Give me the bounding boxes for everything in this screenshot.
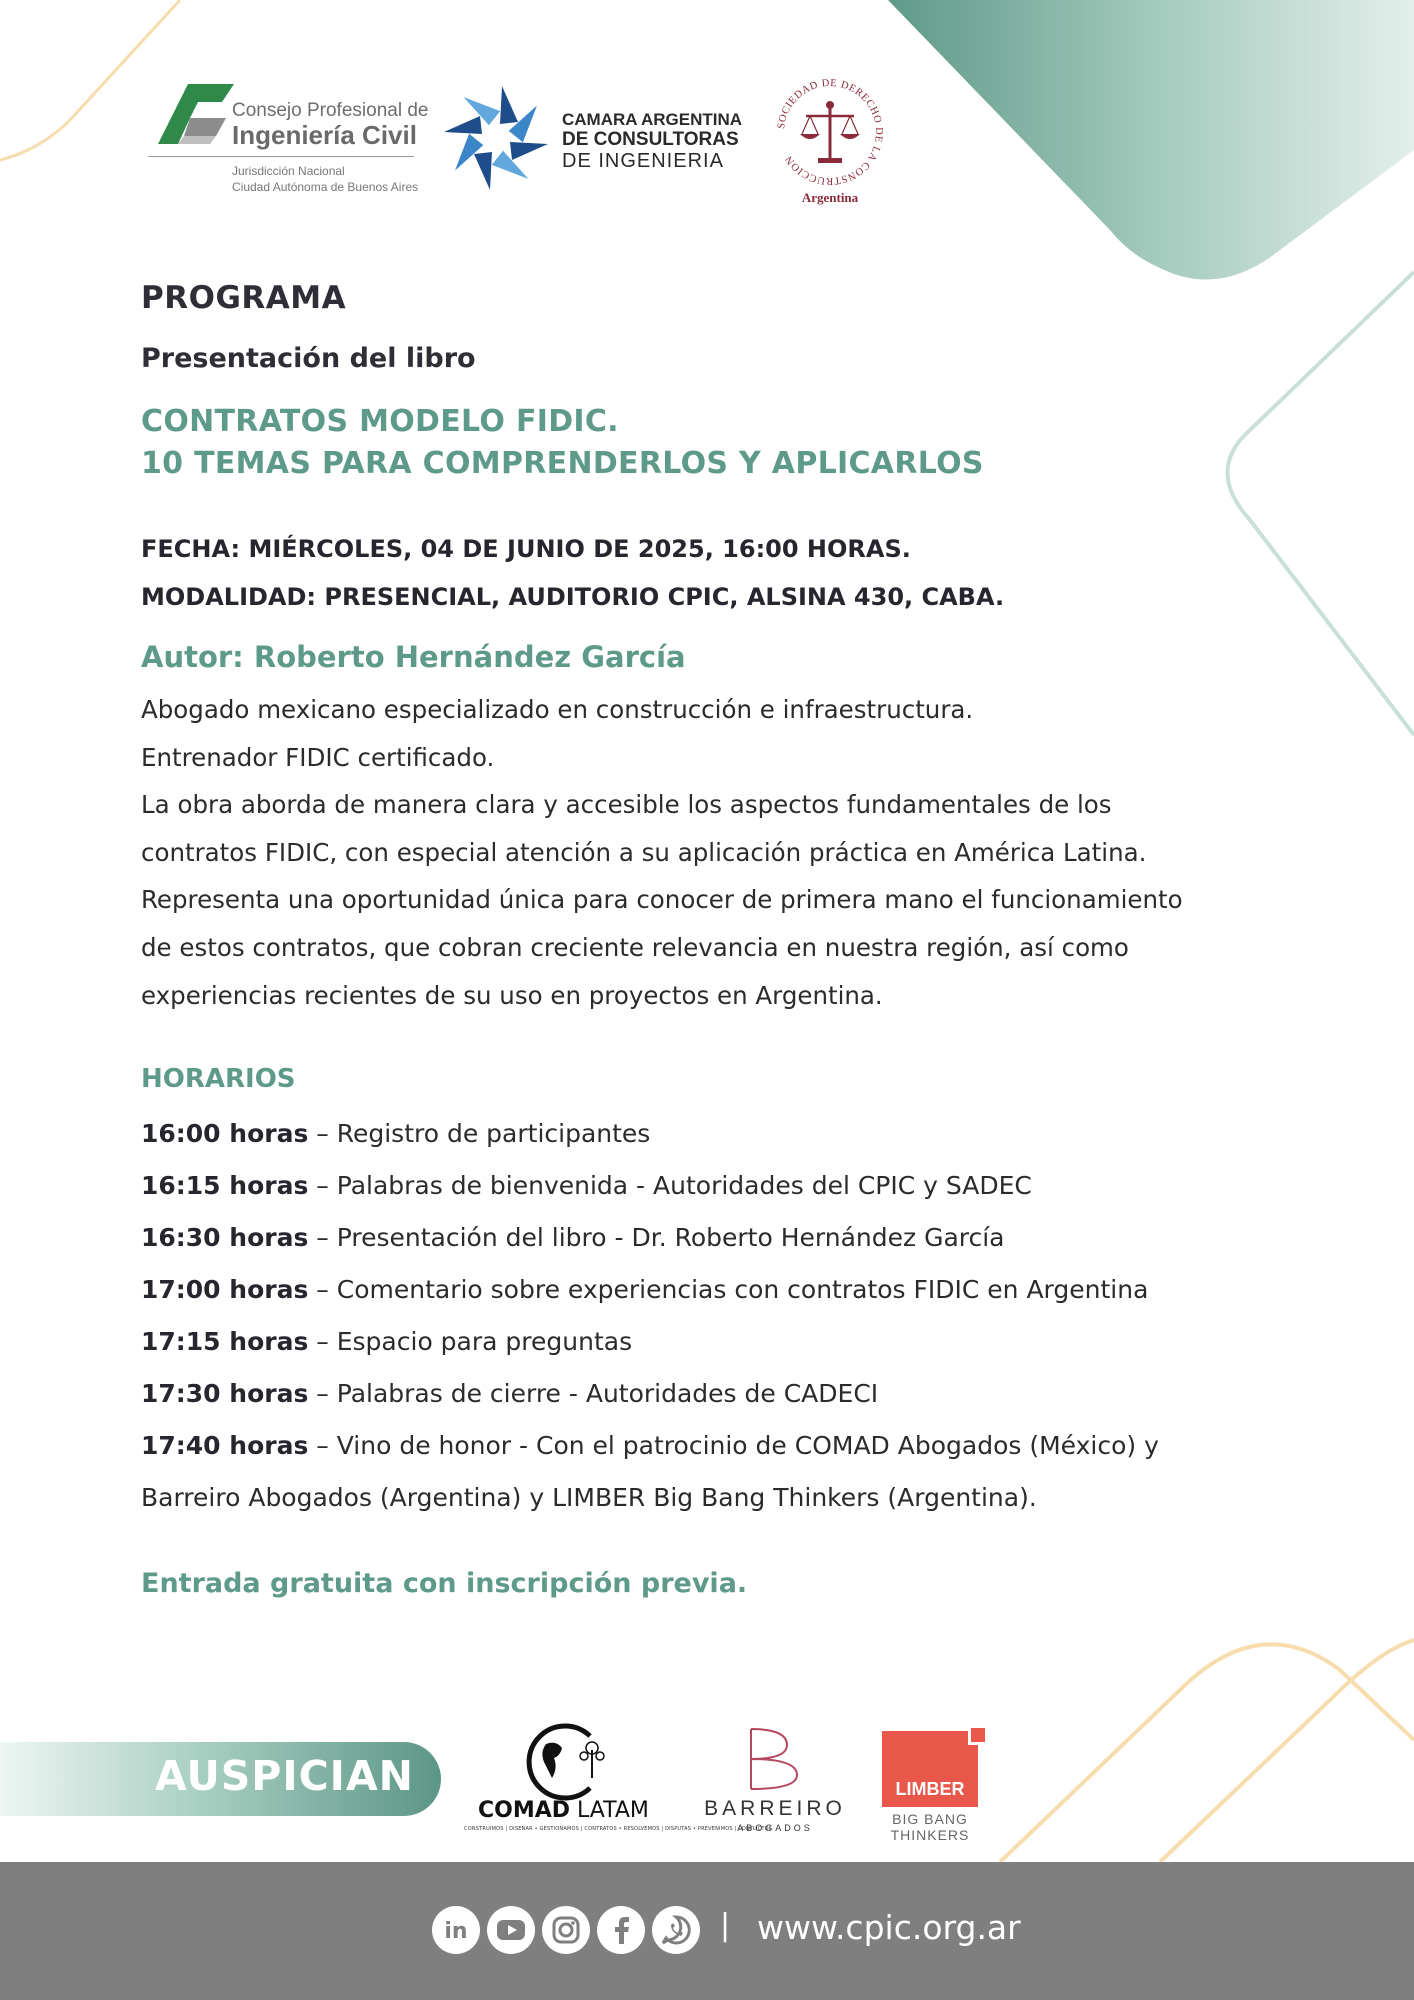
- bio-line: contratos FIDIC, con especial atención a su aplicación práctica en América Latina.: [141, 837, 1147, 867]
- schedule-time: 17:40 horas: [141, 1431, 309, 1460]
- barreiro-monogram-icon: [695, 1725, 855, 1795]
- limber-name: LIMBER: [895, 1779, 965, 1799]
- entry-note: Entrada gratuita con inscripción previa.: [141, 1568, 748, 1599]
- sadec-ring-text: SOCIEDAD DE DERECHO DE LA CONSTRUCCION: [776, 77, 885, 187]
- author-heading: Autor: Roberto Hernández García: [141, 640, 686, 674]
- schedule-desc: – Vino de honor - Con el patrocinio de COMAD Abogados (México) y: [308, 1431, 1159, 1460]
- limber-sub1: BIG BANG: [892, 1811, 968, 1827]
- cadeci-line1: CAMARA ARGENTINA: [562, 110, 743, 129]
- cpic-logo: [148, 78, 429, 203]
- cpic-divider: [148, 156, 414, 157]
- bio-line: La obra aborda de manera clara y accesible los aspectos fundamentales de los: [141, 790, 1112, 820]
- comad-logo: [460, 1722, 773, 1837]
- sadec-country: Argentina: [801, 190, 859, 205]
- cpic-line3: Jurisdicción Nacional: [232, 164, 345, 178]
- limber-sub2: THINKERS: [890, 1827, 970, 1843]
- comad-name-bold: COMAD: [478, 1798, 571, 1823]
- schedule-desc: – Registro de participantes: [308, 1119, 651, 1148]
- bio-line: de estos contratos, que cobran creciente relevancia en nuestra región, así como: [141, 932, 1129, 962]
- footer: [0, 1862, 1414, 2000]
- sponsors-label: AUSPICIAN: [155, 1752, 414, 1800]
- schedule-item: [141, 1420, 1321, 1472]
- cpic-line4: Ciudad Autónoma de Buenos Aires: [232, 180, 419, 194]
- footer-separator: |: [720, 1908, 731, 1943]
- comad-globe-icon: [460, 1722, 670, 1802]
- schedule-desc: – Comentario sobre experiencias con contratos FIDIC en Argentina: [308, 1275, 1149, 1304]
- schedule-time: 16:30 horas: [141, 1223, 309, 1252]
- schedule-item: [141, 1264, 1321, 1316]
- schedule-desc: – Palabras de bienvenida - Autoridades del CPIC y SADEC: [308, 1171, 1032, 1200]
- linkedin-icon[interactable]: [432, 1906, 480, 1954]
- schedule-time: 17:15 horas: [141, 1327, 309, 1356]
- book-title: [141, 401, 984, 485]
- cadeci-line3: DE INGENIERIA: [562, 150, 724, 172]
- sadec-seal-icon: [770, 72, 890, 190]
- schedule-list: [141, 1108, 1321, 1524]
- schedule-time: 16:00 horas: [141, 1119, 309, 1148]
- book-title-line1: CONTRATOS MODELO FIDIC.: [141, 404, 619, 439]
- cadeci-line2: DE CONSULTORAS: [562, 129, 739, 150]
- comad-tagline: CONSTRUIMOS | DISEÑAR • GESTIONAMOS | CONTRATOS • RESOLVEMOS | DISPUTAS • PREVENIMOS | CONFLICTOS: [464, 1826, 773, 1832]
- comad-name-light: LATAM: [570, 1798, 649, 1823]
- cadeci-star-icon: [440, 82, 552, 194]
- schedule-item: [141, 1212, 1321, 1264]
- event-date: FECHA: MIÉRCOLES, 04 DE JUNIO DE 2025, 16:00 HORAS.: [141, 535, 911, 563]
- website-link[interactable]: www.cpic.org.ar: [757, 1908, 1021, 1947]
- bio-line: Entrenador FIDIC certificado.: [141, 742, 495, 772]
- schedule-desc: – Presentación del libro - Dr. Roberto Hernández García: [308, 1223, 1005, 1252]
- program-heading: PROGRAMA: [141, 280, 347, 316]
- schedule-time: 16:15 horas: [141, 1171, 309, 1200]
- schedule-desc: – Espacio para preguntas: [308, 1327, 633, 1356]
- schedule-desc: – Palabras de cierre - Autoridades de CADECI: [308, 1379, 879, 1408]
- bio-line: Abogado mexicano especializado en construcción e infraestructura.: [141, 695, 974, 724]
- schedule-heading: HORARIOS: [141, 1064, 296, 1094]
- cadeci-logo: [440, 82, 743, 197]
- barreiro-sub: ABOGADOS: [737, 1823, 813, 1833]
- schedule-item: [141, 1316, 1321, 1368]
- comad-name: [478, 1798, 649, 1823]
- barreiro-name: BARREIRO: [704, 1797, 846, 1820]
- sadec-logo: [770, 72, 890, 212]
- author-bio: [141, 686, 1291, 1019]
- instagram-icon[interactable]: [542, 1906, 590, 1954]
- schedule-time: 17:30 horas: [141, 1379, 309, 1408]
- whatsapp-icon[interactable]: [652, 1906, 700, 1954]
- cpic-mark-icon: [148, 78, 234, 156]
- barreiro-logo: [695, 1725, 855, 1835]
- schedule-continuation: Barreiro Abogados (Argentina) y LIMBER Big Bang Thinkers (Argentina).: [141, 1483, 1037, 1512]
- schedule-item: [141, 1160, 1321, 1212]
- schedule-item: [141, 1108, 1321, 1160]
- bio-line: Representa una oportunidad única para conocer de primera mano el funcionamiento: [141, 885, 1183, 915]
- cpic-line1: Consejo Profesional de: [232, 100, 429, 121]
- barreiro-monogram: B: [775, 1789, 776, 1790]
- limber-corner: [968, 1725, 988, 1745]
- facebook-icon[interactable]: [597, 1906, 645, 1954]
- linkedin-glyph: in: [444, 1919, 468, 1944]
- youtube-icon[interactable]: [487, 1906, 535, 1954]
- event-mode: MODALIDAD: PRESENCIAL, AUDITORIO CPIC, ALSINA 430, CABA.: [141, 583, 1005, 611]
- schedule-item: [141, 1368, 1321, 1420]
- limber-logo: [880, 1725, 990, 1845]
- event-details: [141, 525, 1004, 621]
- book-title-line2: 10 TEMAS PARA COMPRENDERLOS Y APLICARLOS: [141, 446, 984, 481]
- schedule-time: 17:00 horas: [141, 1275, 309, 1304]
- program-subheading: Presentación del libro: [141, 343, 476, 374]
- cpic-line2: Ingeniería Civil: [232, 120, 417, 150]
- bio-line: experiencias recientes de su uso en proyectos en Argentina.: [141, 980, 883, 1010]
